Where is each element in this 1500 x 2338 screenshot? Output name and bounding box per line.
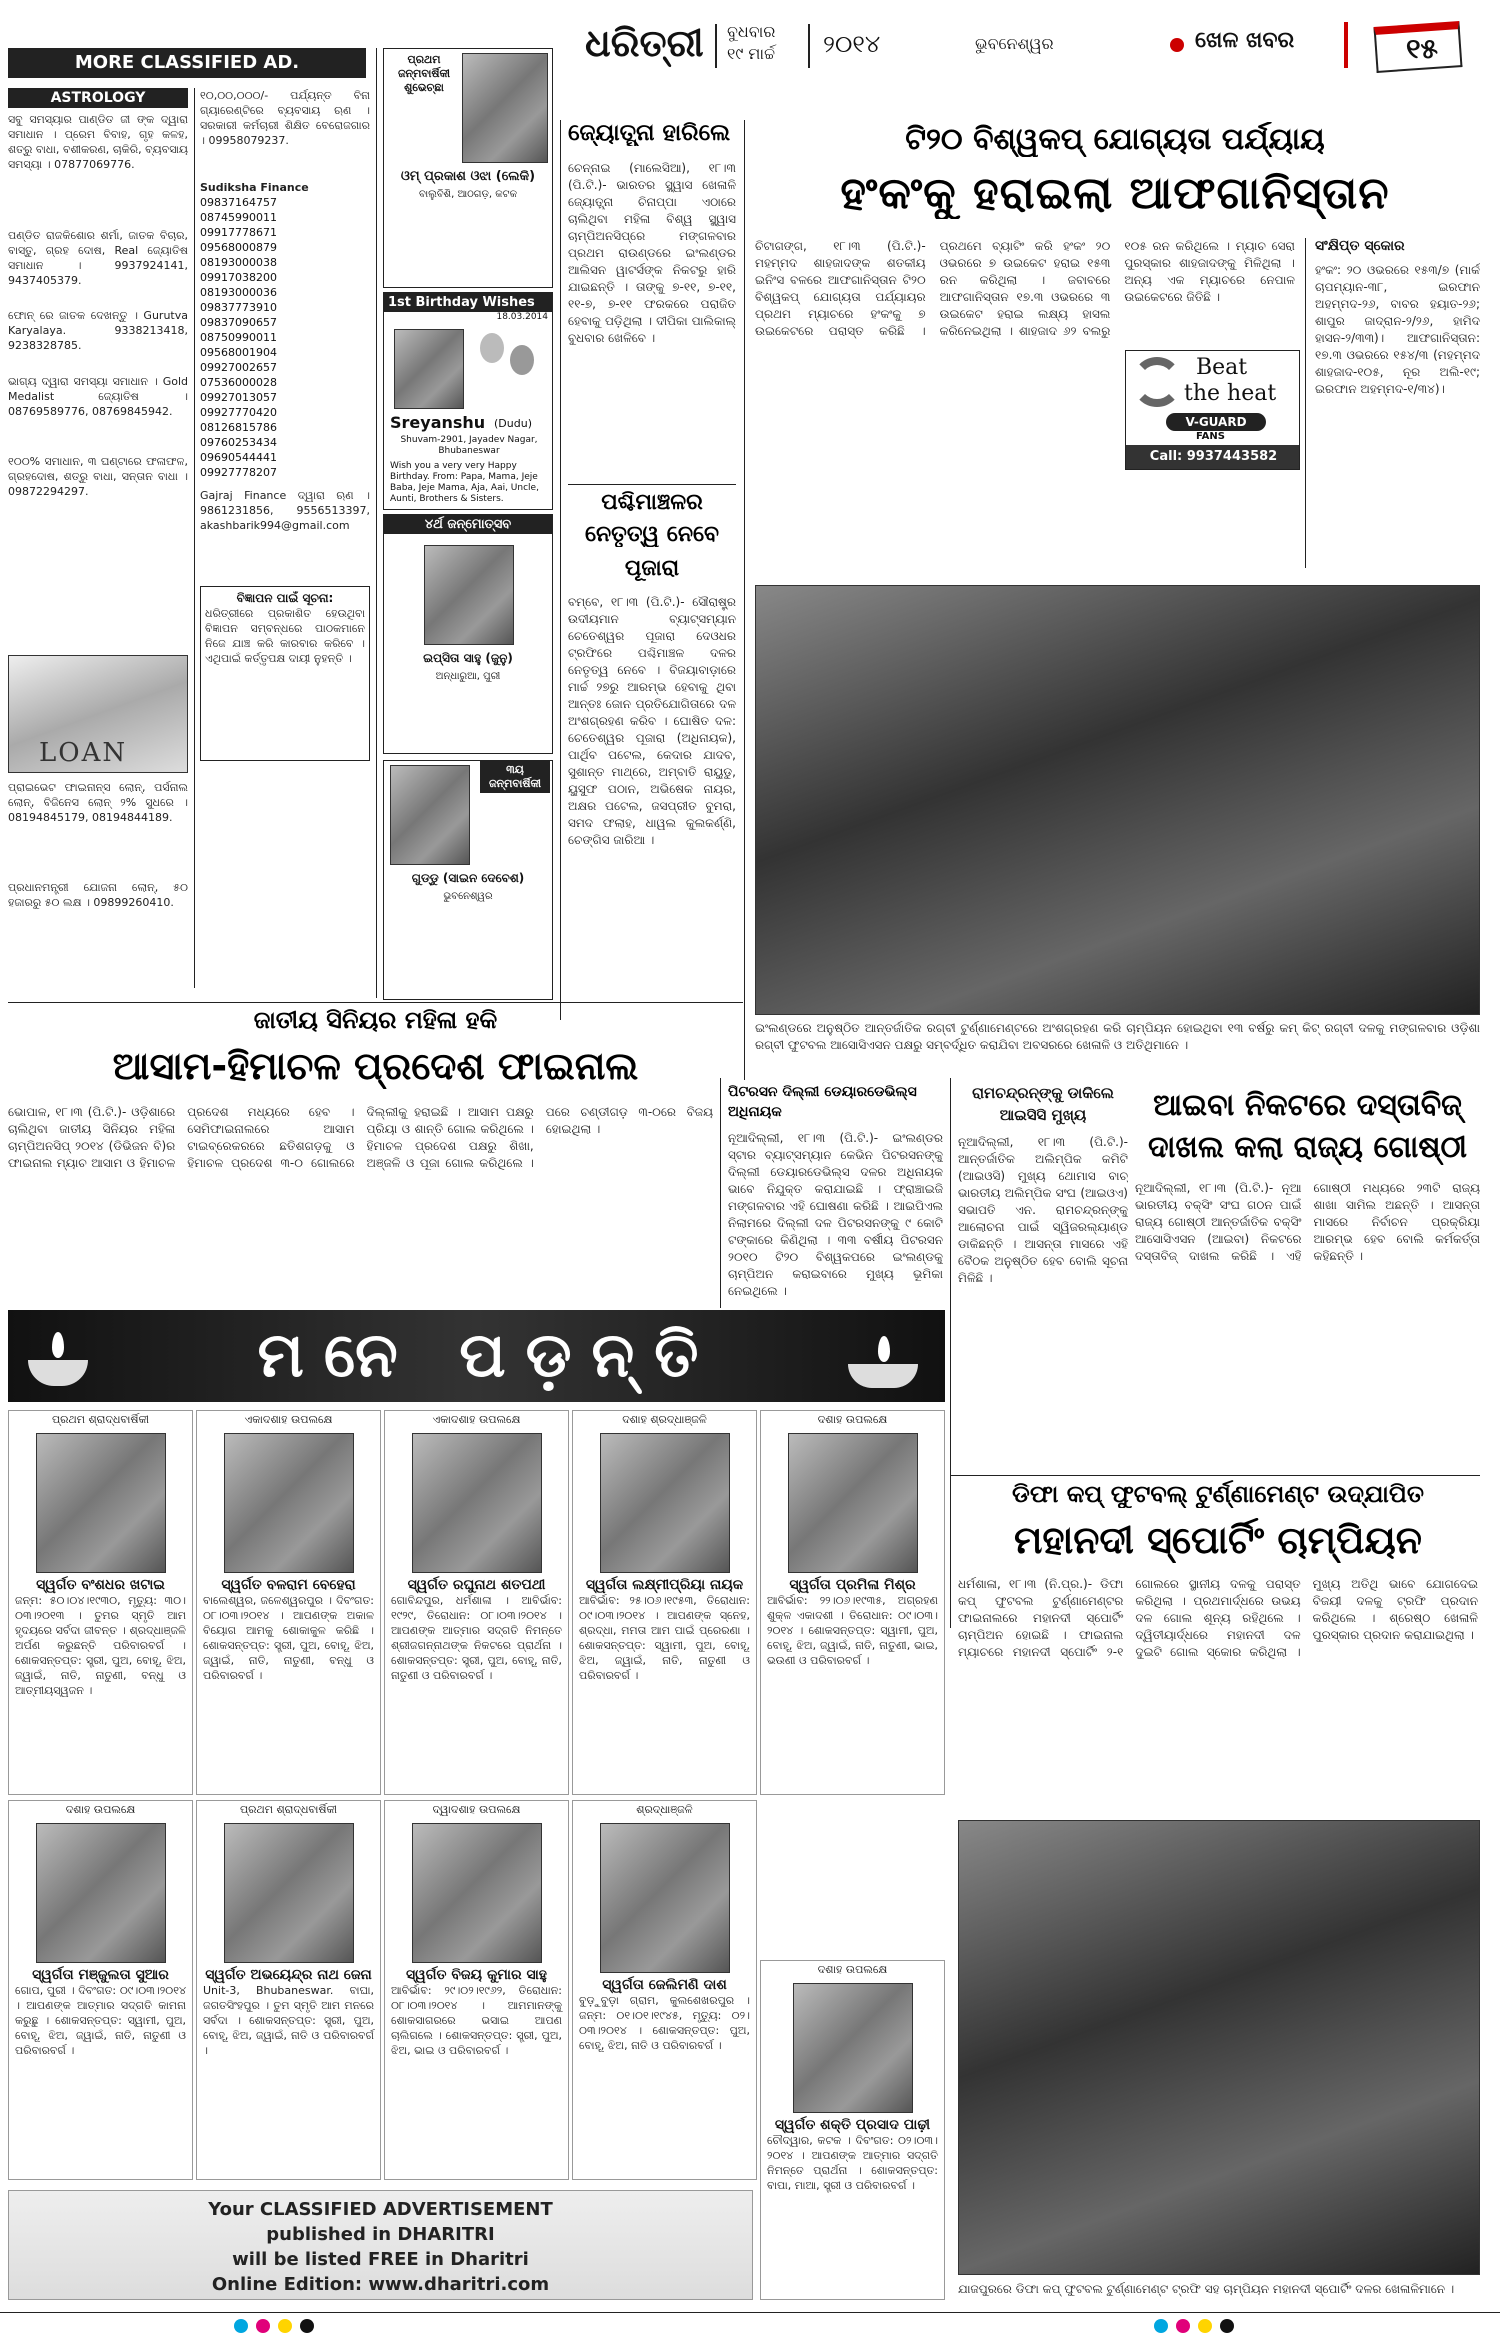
boxing-headline: ଦାଖଲ କଲା ରାଜ୍ୟ ଗୋଷ୍ଠୀ [1147, 1130, 1468, 1165]
sudiksha-label: Sudiksha Finance [200, 181, 309, 194]
balloon-icon [480, 333, 504, 363]
loan-ad: ପ୍ରାଇଭେଟ ଫାଇନାନ୍ସ ଲୋନ୍, ପର୍ସନାଲ ଲୋନ୍, ବିଜିନେସ ଲୋନ୍ ୨% ସୁଧରେ । 08194845179, 08194844189. [8, 781, 188, 824]
loan-image [8, 655, 188, 773]
date: ୧୯ ମାର୍ଚ୍ଚ [727, 44, 775, 63]
mahanadi-body: ଧର୍ମଶାଳା, ୧୮।୩ (ନି.ପ୍ର.)- ଡିଫା କପ୍ ଫୁଟବଲ ଟୁର୍ଣ୍ଣାମେଣ୍ଟର ଫାଇନାଲରେ ମହାନଦୀ ସ୍ପୋର୍ଟିଂ ଚାମ୍ପିଅନ ହୋଇଛି । ଫାଇନାଲ ମ୍ୟାଚରେ ମହାନଦୀ ସ୍ପୋର୍ଟିଂ ୨-୧ ଗୋଲରେ ସ୍ଥାନୀୟ ଦଳକୁ ପରାସ୍ତ କରିଥିଲା । ପ୍ରଥମାର୍ଦ୍ଧରେ ଉଭୟ ଦଳ ଗୋଲ ଶୂନ୍ୟ ରହିଥିଲେ । ଦ୍ୱିତୀୟାର୍ଦ୍ଧରେ ମହାନଦୀ ଦଳ ଦୁଇଟି ଗୋଲ ସ୍କୋର କରିଥିଲା । ମୁଖ୍ୟ ଅତିଥି ଭାବେ ଯୋଗଦେଇ ବିଜୟୀ ଦଳକୁ ଟ୍ରଫି ପ୍ରଦାନ କରିଥିଲେ । ଶ୍ରେଷ୍ଠ ଖେଳାଳି ପୁରସ୍କାର ପ୍ରଦାନ କରାଯାଇଥିଲା । [958, 1577, 1478, 1659]
portrait [412, 1823, 542, 1963]
flame-icon [52, 1332, 64, 1358]
portrait [788, 1433, 918, 1573]
birthday-name: ଓମ୍ ପ୍ରକାଶ ଓଝା (ଲେକି) [400, 169, 536, 184]
scorecard-title: ସଂକ୍ଷିପ୍ତ ସ୍କୋର [1315, 238, 1405, 254]
icc-body: ନୂଆଦିଲ୍ଲୀ, ୧୮।୩ (ପି.ଟି.)- ଆନ୍ତର୍ଜାତିକ ଅଲିମ୍ପିକ କମିଟି (ଆଇଓସି) ମୁଖ୍ୟ ଥୋମାସ ବାଚ୍ ଭାରତୀୟ ଅଲିମ୍ପିକ ସଂଘ (ଆଇଓଏ) ସଭାପତି ଏନ. ରାମଚନ୍ଦ୍ରନ୍‌ଙ୍କୁ ଆଲୋଚନା ପାଇଁ ସ୍ୱିଜରଲ୍ୟାଣ୍ଡ ଡାକିଛନ୍ତି । ଆସନ୍ତା ମାସରେ ଏହି ବୈଠକ ଅନୁଷ୍ଠିତ ହେବ ବୋଲି ସୂଚନା ମିଳିଛି । [958, 1135, 1128, 1285]
phone-list: 09837164757 08745990011 09917778671 09568000879 08193000038 09917038200 08193000036 09837773910 09837090657 08750990011 09568001904 09927002657 07536000028 09927013057 09927770420 08126815786 09760253434 09690544441 09927778207 [200, 196, 277, 479]
notice-body: ଧରିତ୍ରୀରେ ପ୍ରକାଶିତ ହେଉଥିବା ବିଜ୍ଞାପନ ସମ୍ବନ୍ଧରେ ପାଠକମାନେ ନିଜେ ଯାଞ୍ଚ କରି କାରବାର କରିବେ । ଏଥିପାଇଁ କର୍ତ୍ତୃପକ୍ଷ ଦାୟୀ ନୁହନ୍ତି । [205, 607, 365, 665]
masthead [555, 18, 1480, 73]
obituary: ପ୍ରଥମ ଶ୍ରାଦ୍ଧବାର୍ଷିକୀ ସ୍ୱର୍ଗତ ବଂଶଧର ଖଟାଇ ଜନ୍ମ: ୫୦।୦୪।୧୯୩୦, ମୃତ୍ୟୁ: ୩୦।୦୩।୨୦୧୩ । ତୁମର ସ୍ମୃତି ଆମ ହୃଦୟରେ ସର୍ବଦା ଜୀବନ୍ତ । ଶ୍ରଦ୍ଧାଞ୍ଜଳି ଅର୍ପଣ କରୁଛନ୍ତି ପରିବାରବର୍ଗ । ଶୋକସନ୍ତପ୍ତ: ସ୍ତ୍ରୀ, ପୁଅ, ବୋହୂ, ଝିଅ, ଜ୍ୱାଇଁ, ନାତି, ନାତୁଣୀ, ବନ୍ଧୁ ଓ ଆତ୍ମୀୟସ୍ୱଜନ । [8, 1410, 193, 1795]
obituary: ପ୍ରଥମ ଶ୍ରାଦ୍ଧବାର୍ଷିକୀ ସ୍ୱର୍ଗତ ଅଭୟେନ୍ଦ୍ର ନାଥ ଜେନା Unit-3, Bhubaneswar. ବାଘା, ଜଗତସିଂହପୁର । ତୁମ ସ୍ମୃତି ଆମ ମନରେ ସର୍ବଦା । ଶୋକସନ୍ତପ୍ତ: ସ୍ତ୍ରୀ, ପୁଅ, ବୋହୂ, ଝିଅ, ଜ୍ୱାଇଁ, ନାତି ଓ ପରିବାରବର୍ଗ । [196, 1800, 381, 2180]
fan-icon [1132, 357, 1182, 407]
section-icon [1170, 38, 1184, 52]
obituary: ଦଶାହ ଶ୍ରଦ୍ଧାଞ୍ଜଳି ସ୍ୱର୍ଗତା ଲକ୍ଷ୍ମୀପ୍ରିୟା ନାୟକ ଆବିର୍ଭାବ: ୨୫।୦୬।୧୯୫୩, ତିରୋଧାନ: ୦୯।୦୩।୨୦୧୪ । ଆପଣଙ୍କ ସ୍ନେହ, ଶ୍ରଦ୍ଧା, ମମତା ଆମ ପାଇଁ ପ୍ରେରଣା । ଶୋକସନ୍ତପ୍ତ: ସ୍ୱାମୀ, ପୁଅ, ବୋହୂ, ଝିଅ, ଜ୍ୱାଇଁ, ନାତି, ନାତୁଣୀ ଓ ପରିବାରବର୍ଗ । [572, 1410, 757, 1795]
child-photo [424, 545, 514, 645]
section-label: ଖେଳ ଖବର [1195, 28, 1295, 53]
astro-ad: ପଣ୍ଡିତ ରାଜକିଶୋର ଶର୍ମା, ଜାତକ ବିଚାର, ବାସ୍ତୁ, ଗ୍ରହ ଦୋଷ, Real ଜ୍ୟୋତିଷ ସମାଧାନ । 9937924141, 9437405379. [8, 229, 188, 287]
notice-title: ବିଜ୍ଞାପନ ପାଇଁ ସୂଚନା: [236, 591, 334, 605]
paper-name: ଧରିତ୍ରୀ [585, 20, 704, 65]
baby-photo [462, 53, 548, 163]
memorial-banner [8, 1310, 945, 1402]
astro-ad: ୧୦୦% ସମାଧାନ, ୩ ଘଣ୍ଟାରେ ଫଳାଫଳ, ଗ୍ରହଦୋଷ, ଶତ୍ରୁ ବାଧା, ସନ୍ତାନ ବାଧା । 09872294297. [8, 455, 188, 498]
portrait [412, 1433, 542, 1573]
loan-ad: ପ୍ରଧାନମନ୍ତ୍ରୀ ଯୋଜନା ଲୋନ୍, ୫୦ ହଜାରରୁ ୫୦ ଲକ୍ଷ । 09899260410. [8, 881, 188, 909]
portrait [36, 1823, 166, 1963]
year: ୨୦୧୪ [823, 30, 881, 58]
city: ଭୁବନେଶ୍ୱର [975, 34, 1054, 53]
birthday-card: ୪ର୍ଥ ଜନ୍ମୋତ୍ସବ ଇପ୍‌ସିତା ସାହୁ (ଜୁନୁ) ଅନ୍ଧାରୁଆ, ପୁରୀ [383, 514, 553, 754]
wt20-headline: ହଂକଂକୁ ହରାଇଲା ଆଫଗାନିସ୍ତାନ [840, 168, 1390, 219]
portrait [224, 1433, 354, 1573]
boxing-body: ନୂଆଦିଲ୍ଲୀ, ୧୮।୩ (ପି.ଟି.)- ନୂଆ ଭାରତୀୟ ବକ୍ସିଂ ସଂଘ ଗଠନ ପାଇଁ ରାଜ୍ୟ ଗୋଷ୍ଠୀ ଆନ୍ତର୍ଜାତିକ ବକ୍ସିଂ ଆସୋସିଏସନ (ଆଇବା) ନିକଟରେ ଦସ୍ତାବିଜ୍ ଦାଖଲ କରିଛି । ଏହି ଗୋଷ୍ଠୀ ମଧ୍ୟରେ ୨୩ଟି ରାଜ୍ୟ ଶାଖା ସାମିଲ ଅଛନ୍ତି । ଆସନ୍ତା ମାସରେ ନିର୍ବାଚନ ପ୍ରକ୍ରିୟା ଆରମ୍ଭ ହେବ ବୋଲି କର୍ମକର୍ତ୍ତା କହିଛନ୍ତି । [1135, 1181, 1480, 1263]
jyotsna-body: ଚେନ୍ନାଇ (ମାଲେସିଆ), ୧୮।୩ (ପି.ଟି.)- ଭାରତର ସ୍କ୍ୱାସ ଖେଳାଳି ଜ୍ୟୋତ୍ସ୍ନା ଚିନାପ୍ପା ଏଠାରେ ଚାଲିଥିବା ମହିଳା ବିଶ୍ୱ ସ୍କ୍ୱାସ ଚାମ୍ପିଅନସିପ୍‌ରେ ମଙ୍ଗଳବାର ପ୍ରଥମ ରାଉଣ୍ଡରେ ଇଂଲଣ୍ଡର ଆଲିସନ ୱାଟର୍ସଙ୍କ ନିକଟରୁ ହାରି ଯାଇଛନ୍ତି । ତାଙ୍କୁ ୭-୧୧, ୭-୧୧, ୧୧-୭, ୭-୧୧ ଫରକରେ ପରାଜିତ ହେବାକୁ ପଡ଼ିଥିଲା । ଦୀପିକା ପାଲିକାଲ୍ ବୁଧବାର ଖେଳିବେ । [568, 161, 736, 345]
obituary: ଶ୍ରଦ୍ଧାଞ୍ଜଳି ସ୍ୱର୍ଗତା ଜେଲିମଣି ଦାଶ ବୁଡ଼ୁବୁଡ଼ା ଗ୍ରାମ, କୁଲଶେଖରପୁର । ଜନ୍ମ: ୦୧।୦୧।୧୯୪୫, ମୃତ୍ୟୁ: ୦୨।୦୩।୨୦୧୪ । ଶୋକସନ୍ତପ୍ତ: ପୁଅ, ବୋହୂ, ଝିଅ, ନାତି ଓ ପରିବାରବର୍ଗ । [572, 1800, 757, 2180]
vguard-ad: Beat the heat V-GUARD FANS Call: 9937443582 [1125, 350, 1300, 470]
obituary: ଏକାଦଶାହ ଉପଲକ୍ଷେ ସ୍ୱର୍ଗତ ରଘୁନାଥ ଶତପଥୀ ଗୋବିନ୍ଦପୁର, ଧର୍ମଶାଳା । ଆବିର୍ଭାବ: ୧୯୨୯, ତିରୋଧାନ: ୦୮।୦୩।୨୦୧୪ । ଆପଣଙ୍କ ଆତ୍ମାର ସଦ୍‌ଗତି ନିମନ୍ତେ ଶ୍ରୀଜଗନ୍ନାଥଙ୍କ ନିକଟରେ ପ୍ରାର୍ଥନା । ଶୋକସନ୍ତପ୍ତ: ସ୍ତ୍ରୀ, ପୁଅ, ବୋହୂ, ନାତି, ନାତୁଣୀ ଓ ପରିବାରବର୍ଗ । [384, 1410, 569, 1795]
portrait [600, 1823, 730, 1973]
pietersen-headline: ପିଟରସନ ଦିଲ୍ଲୀ ଡେୟାରଡେଭିଲ୍ସ ଅଧିନାୟକ [728, 1084, 917, 1120]
pujara-headline: ପଶ୍ଚିମାଞ୍ଚଳର [601, 490, 703, 515]
portrait [36, 1433, 166, 1573]
obituary: ଦଶାହ ଉପଲକ୍ଷେ ସ୍ୱର୍ଗତା ମଞ୍ଜୁଲତା ସୁଆର ଗୋପ, ପୁରୀ । ଦିବଂଗତ: ୦୯।୦୩।୨୦୧୪ । ଆପଣଙ୍କ ଆତ୍ମାର ସଦ୍‌ଗତି କାମନା କରୁଛୁ । ଶୋକସନ୍ତପ୍ତ: ସ୍ୱାମୀ, ପୁଅ, ବୋହୂ, ଝିଅ, ଜ୍ୱାଇଁ, ନାତି, ନାତୁଣୀ ଓ ପରିବାରବର୍ଗ । [8, 1800, 193, 2180]
obituary: ଦଶାହ ଉପଲକ୍ଷେ ସ୍ୱର୍ଗତା ପ୍ରମିଳା ମିଶ୍ର ଆବିର୍ଭାବ: ୨୨।୦୬।୧୯୩୫, ଅଗ୍ରହଣ ଶୁକ୍ଳ ଏକାଦଶୀ । ତିରୋଧାନ: ୦୯।୦୩।୨୦୧୪ । ଶୋକସନ୍ତପ୍ତ: ସ୍ୱାମୀ, ପୁଅ, ବୋହୂ, ଝିଅ, ଜ୍ୱାଇଁ, ନାତି, ନାତୁଣୀ, ଭାଇ, ଭଉଣୀ ଓ ପରିବାରବର୍ଗ । [760, 1410, 945, 1795]
team-photo [755, 585, 1480, 1015]
hockey-kicker: ଜାତୀୟ ସିନିୟର ମହିଳା ହକି [253, 1006, 498, 1034]
astrology-header: ASTROLOGY [8, 88, 188, 108]
team-caption: ଇଂଲଣ୍ଡରେ ଅନୁଷ୍ଠିତ ଆନ୍ତର୍ଜାତିକ ରଗ୍‌ବୀ ଟୁର୍ଣ୍ଣାମେଣ୍ଟରେ ଅଂଶଗ୍ରହଣ କରି ଚାମ୍ପିୟନ ହୋଇଥିବା ୧୩ ବର୍ଷରୁ କମ୍ କିଟ୍ ରଗ୍‌ବୀ ଦଳକୁ ମଙ୍ଗଳବାର ଓଡ଼ିଶା ରଗ୍‌ବୀ ଫୁଟବଲ ଆସୋସିଏସନ ପକ୍ଷରୁ ସମ୍ବର୍ଦ୍ଧିତ କରାଯିବା ଅବସରରେ ଖେଳାଳି ଓ ଅତିଥିମାନେ । [755, 1021, 1480, 1052]
wt20-kicker: ଟି୨୦ ବିଶ୍ୱକପ୍ ଯୋଗ୍ୟତା ପର୍ଯ୍ୟାୟ [905, 122, 1325, 157]
birthday-card: ୩ୟ ଜନ୍ମବାର୍ଷିକୀ ଗୁଡ୍‌ଡୁ (ସାଇନ ଦେବେଶ) ଭୁବନେଶ୍ୱର [383, 760, 553, 1000]
birthday-card: 1st Birthday Wishes 18.03.2014 Sreyanshu (Dudu) Shuvam-2901, Jayadev Nagar, Bhubaneswar Wish you a very very Happy Birthday. From: Papa, Mama, Jeje Baba, Jeje Mama, Aja, Aai, Uncle, Aunti, Brothers & Sisters. [383, 292, 553, 510]
icc-headline: ରାମଚନ୍ଦ୍ରନ୍‌ଙ୍କୁ ଡାକିଲେ ଆଇସିସି ମୁଖ୍ୟ [972, 1084, 1114, 1124]
finance-ad: ୧୦,୦୦,୦୦୦/- ପର୍ଯ୍ୟନ୍ତ ବିନା ଗ୍ୟାରେଣ୍ଟିରେ ବ୍ୟବସାୟ ଋଣ । ସରକାରୀ କର୍ମଚାରୀ ଶିକ୍ଷିତ ବେରୋଜଗାର । 09958079237. [200, 89, 370, 147]
child-photo [390, 765, 470, 865]
pujara-headline: ପୂଜାରା [624, 556, 680, 581]
obituary: ଦଶାହ ଉପଲକ୍ଷେ ସ୍ୱର୍ଗତ ଶକ୍ତି ପ୍ରସାଦ ପାଢ଼ୀ ଚୌଦ୍ୱାର, କଟକ । ଦିବଂଗତ: ୦୨।୦୩।୨୦୧୪ । ଆପଣଙ୍କ ଆତ୍ମାର ସଦ୍‌ଗତି ନିମନ୍ତେ ପ୍ରାର୍ଥନା । ଶୋକସନ୍ତପ୍ତ: ବାପା, ମାଆ, ସ୍ତ୍ରୀ ଓ ପରିବାରବର୍ଗ । [760, 1960, 945, 2300]
mahanadi-caption: ଯାଜପୁରରେ ଡିଫା କପ୍ ଫୁଟବଲ ଟୁର୍ଣ୍ଣାମେଣ୍ଟ ଟ୍ରଫି ସହ ଚାମ୍ପିୟନ ମହାନଦୀ ସ୍ପୋର୍ଟିଂ ଦଳର ଖେଳାଳିମାନେ । [958, 2282, 1455, 2296]
portrait [224, 1823, 354, 1963]
pietersen-body: ନୂଆଦିଲ୍ଲୀ, ୧୮।୩ (ପି.ଟି.)- ଇଂଲଣ୍ଡର ସ୍ଟାର ବ୍ୟାଟ୍ସମ୍ୟାନ କେଭିନ ପିଟରସନଙ୍କୁ ଦିଲ୍ଲୀ ଡେୟାରଡେଭିଲ୍ସ ଦଳର ଅଧିନାୟକ ଭାବେ ନିଯୁକ୍ତ କରାଯାଇଛି । ଫ୍ରାଞ୍ଚାଇଜି ମଙ୍ଗଳବାର ଏହି ଘୋଷଣା କରିଛି । ଆଇପିଏଲ ନିଲାମରେ ଦିଲ୍ଲୀ ଦଳ ପିଟରସନଙ୍କୁ ୯ କୋଟି ଟଙ୍କାରେ କିଣିଥିଲା । ୩୩ ବର୍ଷୀୟ ପିଟରସନ ୨୦୧୦ ଟି୨୦ ବିଶ୍ୱକପରେ ଇଂଲଣ୍ଡକୁ ଚାମ୍ପିଅନ କରାଇବାରେ ମୁଖ୍ୟ ଭୂମିକା ନେଇଥିଲେ । [728, 1131, 943, 1298]
vguard-logo: V-GUARD [1166, 413, 1266, 431]
loan-label: LOAN [39, 738, 128, 768]
mahanadi-kicker: ଡିଫା କପ୍ ଫୁଟବଲ୍ ଟୁର୍ଣ୍ଣାମେଣ୍ଟ ଉଦ୍‌ଯାପିତ [1012, 1480, 1424, 1508]
pujara-body: ବମ୍ବେ, ୧୮।୩ (ପି.ଟି.)- ସୌରାଷ୍ଟ୍ର ଉଦୀୟମାନ ବ୍ୟାଟ୍ସମ୍ୟାନ ଚେତେଶ୍ୱର ପୂଜାରା ଦେଓଧର ଟ୍ରଫିରେ ପଶ୍ଚିମାଞ୍ଚଳ ଦଳର ନେତୃତ୍ୱ ନେବେ । ବିଜୟାବାଡ଼ାରେ ମାର୍ଚ୍ଚ ୨୭ରୁ ଆରମ୍ଭ ହେବାକୁ ଥିବା ଆନ୍ତଃ ଜୋନ ପ୍ରତିଯୋଗିତାରେ ଦଳ ଅଂଶଗ୍ରହଣ କରିବ । ଘୋଷିତ ଦଳ: ଚେତେଶ୍ୱର ପୂଜାରା (ଅଧିନାୟକ), ପାର୍ଥିବ ପଟେଲ, କେଦାର ଯାଦବ, ସୁଶାନ୍ତ ମାଥ୍ରେ, ଅମ୍ବାତି ରାୟୁଡୁ, ୟୁସୁଫ ପଠାନ, ଅଭିଷେକ ନାୟର, ଅକ୍ଷର ପଟେଲ, ଜସପ୍ରୀତ ବୁମରା, ସମଦ ଫଲାହ, ଧାୱଲ କୁଲକର୍ଣ୍ଣି, ଚେଙ୍ଗିସ ଜାରିଆ । [568, 595, 736, 847]
hockey-headline: ଆସାମ-ହିମାଚଳ ପ୍ରଦେଶ ଫାଇନାଲ [112, 1044, 639, 1088]
birthday-card: ପ୍ରଥମ ଜନ୍ମବାର୍ଷିକୀ ଶୁଭେଚ୍ଛା ଓମ୍ ପ୍ରକାଶ ଓଝା (ଲେକି) ବାଲୁବିଶି, ଆଠଗଡ଼, କଟକ [383, 48, 553, 288]
day: ବୁଧବାର [727, 22, 776, 41]
hockey-body: ଭୋପାଳ, ୧୮।୩ (ପି.ଟି.)- ଓଡ଼ିଶାରେ ଚାଲିଥିବା ଜାତୀୟ ସିନିୟର ମହିଳା ଚାମ୍ପିଅନସିପ୍ ୨୦୧୪ (ଡିଭିଜନ ବି)ର ଫାଇନାଲ ମ୍ୟାଚ ଆସାମ ଓ ହିମାଚଳ ପ୍ରଦେଶ ମଧ୍ୟରେ ହେବ । ସେମିଫାଇନାଲରେ ଆସାମ ଟାଇବ୍ରେକରରେ ଛତିଶଗଡ଼କୁ ଓ ହିମାଚଳ ପ୍ରଦେଶ ୩-୦ ଗୋଲରେ ଦିଲ୍ଲୀକୁ ହରାଇଛି । ଆସାମ ପକ୍ଷରୁ ପ୍ରିୟା ଓ ଶାନ୍ତି ଗୋଲ କରିଥିଲେ । ହିମାଚଳ ପ୍ରଦେଶ ପକ୍ଷରୁ ଶିଖା, ଅଞ୍ଜଳି ଓ ପୂଜା ଗୋଲ କରିଥିଲେ । ପରେ ଚଣ୍ଡୀଗଡ଼ ୩-୦ରେ ବିଜୟ ହୋଇଥିଲା । [8, 1105, 713, 1170]
balloon-icon [510, 345, 534, 375]
flame-icon [878, 1336, 890, 1362]
registration-marks [1150, 2318, 1238, 2337]
boxing-headline: ଆଇବା ନିକଟରେ ଦସ୍ତାବିଜ୍ [1153, 1088, 1462, 1123]
mahanadi-photo [958, 1820, 1480, 2275]
lamp-icon [28, 1360, 88, 1386]
astro-ad: ସବୁ ସମସ୍ୟାର ପାଣ୍ଡିତ ଜୀ ଙ୍କ ଦ୍ୱାରା ସମାଧାନ । ପ୍ରେମ ବିବାହ, ଗୃହ କଳହ, ଶତ୍ରୁ ବାଧା, ବଶୀକରଣ, ଚାକିରି, ବ୍ୟବସାୟ ସମସ୍ୟା । 07877069776. [8, 113, 188, 171]
wt20-body: ଚିଟାଗଙ୍ଗ, ୧୮।୩ (ପି.ଟି.)- ମହମ୍ମଦ ଶାହଜାଦଙ୍କ ଶତକୀୟ ଇନିଂସ ବଳରେ ଆଫଗାନିସ୍ତାନ ଟି୨୦ ବିଶ୍ୱକପ୍ ଯୋଗ୍ୟତା ପର୍ଯ୍ୟାୟର ପ୍ରଥମ ମ୍ୟାଚରେ ହଂକଂକୁ ୭ ଉଇକେଟରେ ପରାସ୍ତ କରିଛି । ପ୍ରଥମେ ବ୍ୟାଟିଂ କରି ହଂକଂ ୨୦ ଓଭରରେ ୭ ଉଇକେଟ ହରାଇ ୧୫୩ ରନ କରିଥିଲା । ଜବାବରେ ଆଫଗାନିସ୍ତାନ ୧୭.୩ ଓଭରରେ ୩ ଉଇକେଟ ହରାଇ ଲକ୍ଷ୍ୟ ହାସଲ କରିନେଇଥିଲା । ଶାହଜାଦ ୬୨ ବଲରୁ ୧୦୫ ରନ କରିଥିଲେ । ମ୍ୟାଚ ସେରା ପୁରସ୍କାର ଶାହଜାଦଙ୍କୁ ମିଳିଥିଲା । ଅନ୍ୟ ଏକ ମ୍ୟାଚରେ ନେପାଳ ଉଇକେଟରେ ଜିତିଛି । [755, 239, 1295, 338]
pujara-headline: ନେତୃତ୍ୱ ନେବେ [584, 522, 720, 547]
portrait [600, 1433, 730, 1573]
baby-photo [394, 329, 464, 409]
gajraj-ad: Gajraj Finance ଦ୍ୱାରା ଋଣ । 9861231856, 9556513397, akashbarik994@gmail.com [200, 489, 370, 532]
astro-ad: ଫୋନ୍ ରେ ଜାତକ ଦେଖନ୍ତୁ । Gurutva Karyalaya. 9338213418, 9238328785. [8, 309, 188, 352]
astro-ad: ଭାଗ୍ୟ ଦ୍ୱାରା ସମସ୍ୟା ସମାଧାନ । Gold Medalist ଜ୍ୟୋତିଷ । 08769589776, 08769845942. [8, 375, 188, 418]
page-number: ୧୫ [1405, 32, 1439, 65]
obituary: ଏକାଦଶାହ ଉପଲକ୍ଷେ ସ୍ୱର୍ଗତ ବଳରାମ ବେହେରା ବାଲେଶ୍ୱର, ଜଳେଶ୍ୱରପୁର । ଦିବଂଗତ: ୦୮।୦୩।୨୦୧୪ । ଆପଣଙ୍କ ଅକାଳ ବିୟୋଗ ଆମକୁ ଶୋକାକୁଳ କରିଛି । ଶୋକସନ୍ତପ୍ତ: ସ୍ତ୍ରୀ, ପୁଅ, ବୋହୂ, ଝିଅ, ଜ୍ୱାଇଁ, ନାତି, ନାତୁଣୀ, ବନ୍ଧୁ ଓ ପରିବାରବର୍ଗ । [196, 1410, 381, 1795]
lamp-icon [848, 1364, 918, 1388]
jyotsna-headline: ଜ୍ୟୋତ୍ସ୍ନା ହାରିଲେ [568, 120, 731, 146]
registration-marks [230, 2318, 318, 2337]
obituary: ଦ୍ୱାଦଶାହ ଉପଲକ୍ଷେ ସ୍ୱର୍ଗତ ବିଜୟ କୁମାର ସାହୁ ଆବିର୍ଭାବ: ୨୯।୦୨।୧୯୬୨, ତିରୋଧାନ: ୦୮।୦୩।୨୦୧୪ । ଆମମାନଙ୍କୁ ଶୋକସାଗରରେ ଭସାଇ ଆପଣ ଚାଲିଗଲେ । ଶୋକସନ୍ତପ୍ତ: ସ୍ତ୍ରୀ, ପୁଅ, ଝିଅ, ଭାଇ ଓ ପରିବାରବର୍ଗ । [384, 1800, 569, 2180]
portrait [793, 1983, 913, 2113]
classified-header: MORE CLASSIFIED AD. [8, 48, 366, 78]
scorecard-top: ହଂକଂ: ୨୦ ଓଭରରେ ୧୫୩/୭ (ମାର୍କ ଚାପମ୍ୟାନ-୩୮, ଇରଫାନ ଅହମ୍ମଦ-୨୬, ବାବର ହୟାତ-୨୬; ଶାପୁର ଜାଦ୍ରାନ-୨/୨୬, ହାମିଦ ହାସନ-୨/୩୩)। ଆଫଗାନିସ୍ତାନ: ୧୭.୩ ଓଭରରେ ୧୫୪/୩ (ମହମ୍ମଦ ଶାହଜାଦ-୧୦୫, ନୂର ଅଲି-୧୯; ଇରଫାନ ଅହମ୍ମଦ-୧/୩୪)। [1315, 263, 1480, 396]
mahanadi-headline: ମହାନଦୀ ସ୍ପୋର୍ଟିଂ ଚାମ୍ପିୟନ [1014, 1518, 1422, 1562]
memorial-title: ମନେ ପଡ଼ନ୍ତି [257, 1318, 719, 1391]
classified-promo: Your CLASSIFIED ADVERTISEMENT published in DHARITRI will be listed FREE in Dharitri Online Edition: www.dharitri.com [8, 2190, 753, 2300]
